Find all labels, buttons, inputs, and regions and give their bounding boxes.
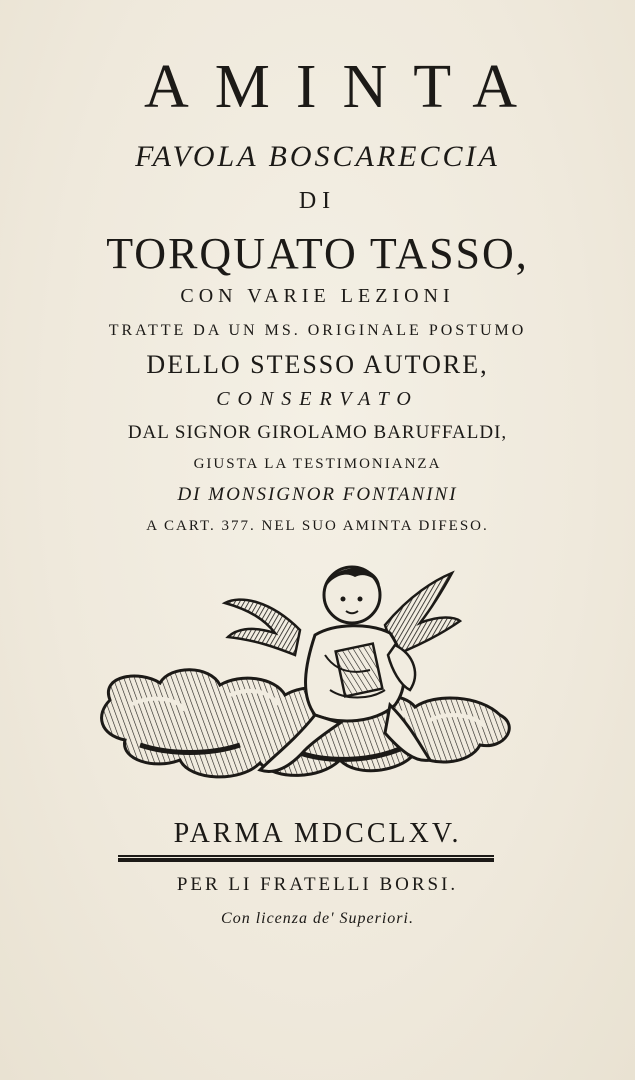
book-subtitle: FAVOLA BOSCARECCIA — [135, 140, 500, 173]
tratte-line: TRATTE DA UN MS. ORIGINALE POSTUMO — [108, 322, 527, 339]
varie-lezioni-line: CON VARIE LEZIONI — [180, 285, 455, 307]
author-preposition: DI — [298, 188, 337, 214]
baruffaldi-line: DAL SIGNOR GIROLAMO BARUFFALDI, — [127, 422, 508, 443]
testimonianza-line: GIUSTA LA TESTIMONIANZA — [193, 456, 442, 472]
imprint-licenza: Con licenza de' Superiori. — [221, 910, 414, 927]
conservato-line: CONSERVATO — [216, 388, 419, 410]
cherub-vignette-icon — [100, 555, 520, 810]
cart-line: A CART. 377. NEL SUO AMINTA DIFESO. — [146, 518, 489, 534]
imprint-printer: PER LI FRATELLI BORSI. — [176, 874, 459, 895]
stesso-autore-line: DELLO STESSO AUTORE, — [146, 350, 489, 379]
imprint-place-date: PARMA MDCCLXV. — [173, 818, 462, 849]
book-title: AMINTA — [143, 53, 543, 121]
fontanini-line: DI MONSIGNOR FONTANINI — [177, 484, 458, 505]
ornamental-rule — [118, 854, 494, 863]
author-name: TORQUATO TASSO, — [106, 229, 529, 278]
